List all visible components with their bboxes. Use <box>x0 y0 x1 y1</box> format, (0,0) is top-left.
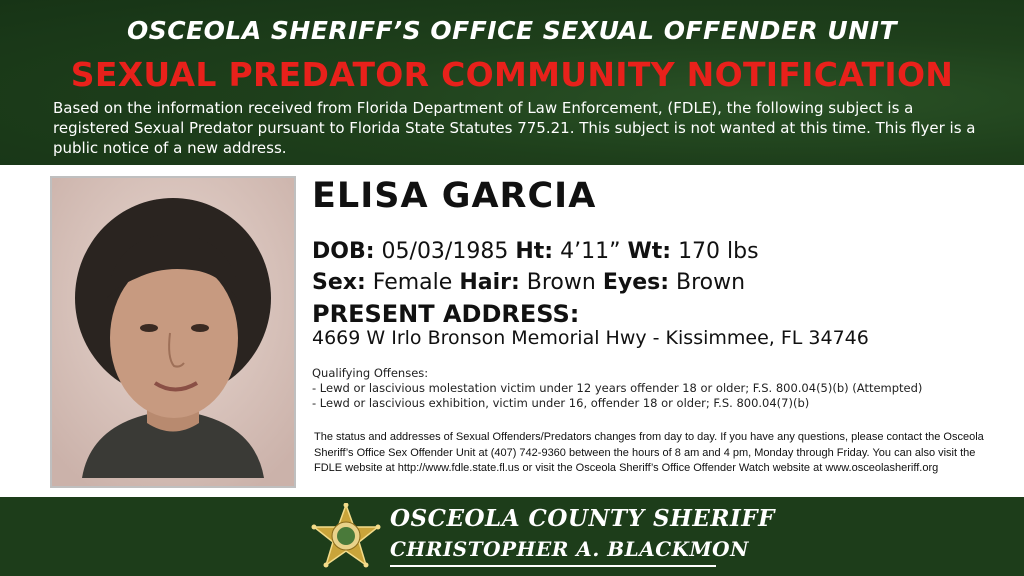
dob-height-weight-line <box>312 239 759 264</box>
hair-value: Brown <box>526 270 596 295</box>
present-address-value: 4669 W Irlo Bronson Memorial Hwy - Kissimmee, FL 34746 <box>312 327 869 349</box>
header-intro-text: Based on the information received from Florida Department of Law Enforcement, (FDLE), the following subject is a registered Sexual Predator pursuant to Florida State Statutes 775.21. This subject is not wanted at this time. This flyer is a public notice of a new address. <box>53 99 976 157</box>
weight-label: Wt: <box>627 239 672 264</box>
sex-value: Female <box>372 270 453 295</box>
disclaimer-text: The status and addresses of Sexual Offenders/Predators changes from day to day. If you have any questions, please contact the Osceola Sheriff’s Office Sex Offender Unit at (407) 742-9360 between the hours of 8 am and 4 pm, Monday through Friday. You can also visit the FDLE website at http://www.fdle.state.fl.us or visit the Osceola Sheriff’s Office Offender Watch website at www.osceolasheriff.org <box>314 431 984 474</box>
offenses-heading: Qualifying Offenses: <box>312 366 429 380</box>
unit-title: OSCEOLA SHERIFF’S OFFICE SEXUAL OFFENDER UNIT <box>126 16 898 45</box>
eyes-value: Brown <box>676 270 746 295</box>
subject-name: ELISA GARCIA <box>312 176 597 216</box>
sex-label: Sex: <box>312 270 366 295</box>
dob-value: 05/03/1985 <box>381 239 509 264</box>
sheriff-star-badge-icon <box>310 503 382 571</box>
footer-sheriff-name: CHRISTOPHER A. BLACKMON <box>390 537 749 561</box>
height-label: Ht: <box>515 239 554 264</box>
footer-banner <box>0 497 1024 576</box>
present-address-label: PRESENT ADDRESS: <box>312 300 580 328</box>
notification-title: SEXUAL PREDATOR COMMUNITY NOTIFICATION <box>70 55 954 94</box>
footer-agency-name: OSCEOLA COUNTY SHERIFF <box>390 505 775 532</box>
offense-item: - Lewd or lascivious exhibition, victim under 16, offender 18 or older; F.S. 800.04(7)(b) <box>312 396 810 410</box>
header-banner <box>0 0 1024 165</box>
qualifying-offenses <box>312 366 922 411</box>
sex-hair-eyes-line <box>312 270 745 295</box>
height-value: 4’11” <box>560 239 621 264</box>
weight-value: 170 lbs <box>678 239 759 264</box>
dob-label: DOB: <box>312 239 375 264</box>
subject-photo <box>50 176 296 488</box>
hair-label: Hair: <box>459 270 520 295</box>
eyes-label: Eyes: <box>602 270 670 295</box>
footer-underline <box>390 565 716 567</box>
subject-photo-icon <box>52 178 294 486</box>
offense-item: - Lewd or lascivious molestation victim under 12 years offender 18 or older; F.S. 800.04(5)(b) (Attempted) <box>312 381 923 395</box>
